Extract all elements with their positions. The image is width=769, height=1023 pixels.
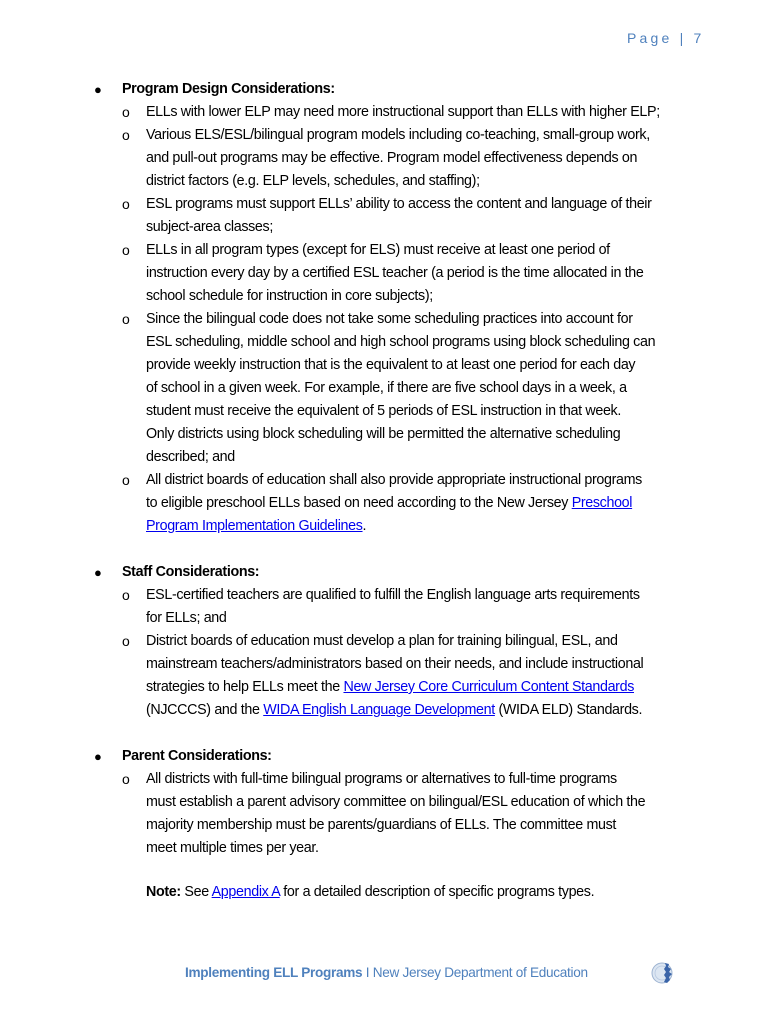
list-item-text: district factors (e.g. ELP levels, schedules, and staffing); <box>146 173 480 189</box>
list-item-text: subject-area classes; <box>146 219 273 235</box>
list-item-text: meet multiple times per year. <box>146 840 319 856</box>
list-item-text: provide weekly instruction that is the equivalent to at least one period for each day <box>146 357 636 373</box>
sub-bullet-icon: o <box>122 242 130 258</box>
bullet-icon: ● <box>94 82 102 97</box>
list-item-text: All district boards of education shall also provide appropriate instructional programs <box>146 472 642 488</box>
list-item-text: ELLs in all program types (except for ELS) must receive at least one period of <box>146 242 610 258</box>
sub-bullet-icon: o <box>122 196 130 212</box>
list-item <box>0 630 702 722</box>
list-item <box>0 101 702 124</box>
sub-bullet-icon: o <box>122 472 130 488</box>
sub-bullet-icon: o <box>122 771 130 787</box>
page-footer <box>185 963 588 983</box>
nj-doe-seal-icon <box>651 960 675 986</box>
list-item-text: ESL programs must support ELLs’ ability to access the content and language of their <box>146 196 652 212</box>
list-item <box>0 239 702 308</box>
list-item-text: (WIDA ELD) Standards. <box>494 702 643 718</box>
list-item-text: and pull-out programs may be effective. Program model effectiveness depends on <box>146 150 638 166</box>
sub-list <box>0 584 769 722</box>
list-item-line <box>146 699 702 722</box>
list-item <box>0 308 702 469</box>
list-item-text: of school in a given week. For example, if there are five school days in a week, a <box>146 380 627 396</box>
list-item-text: Only districts using block scheduling will be permitted the alternative scheduling <box>146 426 621 442</box>
list-item-text: All districts with full-time bilingual programs or alternatives to full-time programs <box>146 771 617 787</box>
section-parent <box>0 745 769 860</box>
preschool-guidelines-link[interactable]: Preschool <box>571 495 633 511</box>
document-body <box>0 78 769 860</box>
list-item-text: school schedule for instruction in core subjects); <box>146 288 433 304</box>
list-item-text: Various ELS/ESL/bilingual program models including co-teaching, small-group work, <box>146 127 650 143</box>
note-text: See <box>180 884 212 900</box>
list-item <box>0 469 702 538</box>
sub-list <box>0 101 769 538</box>
note-paragraph <box>146 881 594 904</box>
bullet-icon: ● <box>94 749 102 764</box>
list-item <box>0 124 702 193</box>
section-staff <box>0 561 769 722</box>
list-item-text: (NJCCCS) and the <box>146 702 264 718</box>
list-item <box>0 584 702 630</box>
list-item-text: mainstream teachers/administrators based on their needs, and include instructional <box>146 656 644 672</box>
note-text: for a detailed description of specific programs types. <box>279 884 595 900</box>
list-item-text: student must receive the equivalent of 5 periods of ESL instruction in that week. <box>146 403 621 419</box>
section-heading: Program Design Considerations: <box>122 81 335 97</box>
preschool-guidelines-link-continued[interactable]: Program Implementation Guidelines <box>146 518 363 534</box>
bullet-icon: ● <box>94 565 102 580</box>
list-item-line <box>146 676 702 699</box>
list-item-text: ESL scheduling, middle school and high school programs using block scheduling can <box>146 334 656 350</box>
footer-separator: I <box>362 965 373 980</box>
list-item-text: to eligible preschool ELLs based on need according to the New Jersey <box>146 495 572 511</box>
section-heading: Parent Considerations: <box>122 748 272 764</box>
list-item-line <box>146 492 702 515</box>
section-program-design <box>0 78 769 538</box>
wida-eld-link[interactable]: WIDA English Language Development <box>263 702 495 718</box>
list-item-text: must establish a parent advisory committee on bilingual/ESL education of which the <box>146 794 646 810</box>
footer-title: Implementing ELL Programs <box>185 965 363 980</box>
sub-bullet-icon: o <box>122 587 130 603</box>
list-item-text: described; and <box>146 449 235 465</box>
section-heading: Staff Considerations: <box>122 564 260 580</box>
list-item-text: Since the bilingual code does not take some scheduling practices into account for <box>146 311 633 327</box>
list-item-text: instruction every day by a certified ESL teacher (a period is the time allocated in the <box>146 265 644 281</box>
section-heading-row <box>0 561 769 584</box>
list-item-line <box>146 515 702 538</box>
list-item-text: District boards of education must develop a plan for training bilingual, ESL, and <box>146 633 618 649</box>
note-label: Note: <box>146 884 181 900</box>
list-item <box>0 193 702 239</box>
list-item <box>0 768 702 860</box>
njcccs-link[interactable]: New Jersey Core Curriculum Content Standards <box>343 679 634 695</box>
appendix-a-link[interactable]: Appendix A <box>211 884 280 900</box>
section-heading-row <box>0 745 769 768</box>
footer-org: New Jersey Department of Education <box>372 965 588 980</box>
list-item-text: ESL-certified teachers are qualified to fulfill the English language arts requirements <box>146 587 640 603</box>
list-item-text: ELLs with lower ELP may need more instructional support than ELLs with higher ELP; <box>146 104 660 120</box>
sub-bullet-icon: o <box>122 633 130 649</box>
list-item-text: strategies to help ELLs meet the <box>146 679 344 695</box>
list-item-text: for ELLs; and <box>146 610 227 626</box>
sub-bullet-icon: o <box>122 127 130 143</box>
list-item-text: majority membership must be parents/guardians of ELLs. The committee must <box>146 817 617 833</box>
sub-list <box>0 768 769 860</box>
sub-bullet-icon: o <box>122 104 130 120</box>
section-heading-row <box>0 78 769 101</box>
page-number: Page | 7 <box>627 30 705 46</box>
list-item-text: . <box>362 518 367 534</box>
sub-bullet-icon: o <box>122 311 130 327</box>
